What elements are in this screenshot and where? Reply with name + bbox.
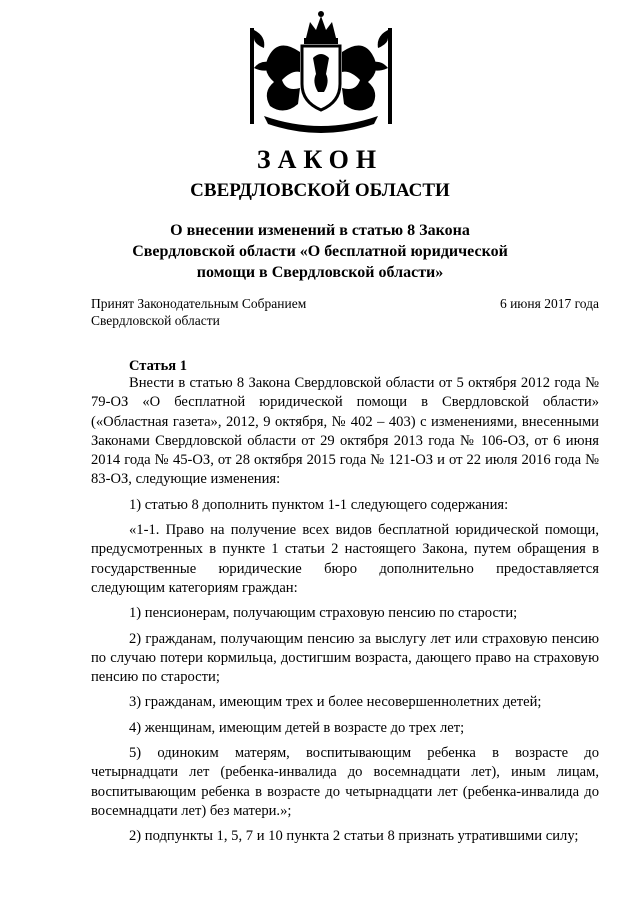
article-paragraph: 4) женщинам, имеющим детей в возрасте до трех лет; xyxy=(129,719,465,736)
article-paragraph: Внести в статью 8 Закона Свердловской области от 5 октября 2012 года № 79-ОЗ «О бесплатной юридической помощи в Свердловской области» («Областная газета», 2012, 9 октября, № 402 – 403) с изменениями, внесенными Законами Свердловской области от 29 октября 2013 года № 106-ОЗ, от 6 июня 2014 года № 45-ОЗ, от 28 октября 2015 года № 121-ОЗ и от 22 июля 2016 года № 83-ОЗ, следующие изменения: xyxy=(91,375,599,488)
document-region: СВЕРДЛОВСКОЙ ОБЛАСТИ xyxy=(190,180,450,201)
document-title: ЗАКОН xyxy=(256,145,384,174)
article-paragraph: 2) гражданам, получающим пенсию за выслугу лет или страховую пенсию по случаю потери кормильца, достигшим возраста, дающего право на страховую пенсию по старости; xyxy=(91,630,599,686)
coat-of-arms-icon xyxy=(240,8,402,136)
adoption-date: 6 июня 2017 года xyxy=(499,296,599,311)
subject-line: Свердловской области «О бесплатной юридической xyxy=(132,243,508,260)
subject-line: О внесении изменений в статью 8 Закона xyxy=(170,222,470,239)
article-body xyxy=(91,374,599,853)
subject-line: помощи в Свердловской области» xyxy=(196,264,444,281)
article-paragraph: «1-1. Право на получение всех видов бесплатной юридической помощи, предусмотренных в пункте 1 статьи 2 настоящего Закона, путем обращения в государственные юридические бюро дополнительно предоставляется следующим категориям граждан: xyxy=(91,522,599,596)
article-paragraph: 3) гражданам, имеющим трех и более несовершеннолетних детей; xyxy=(129,694,542,711)
adoption-body xyxy=(91,295,306,329)
law-subject xyxy=(100,220,540,283)
adoption-line: Свердловской области xyxy=(91,313,220,328)
article-paragraph: 1) статью 8 дополнить пунктом 1-1 следующего содержания: xyxy=(129,496,509,513)
article-paragraph: 5) одиноким матерям, воспитывающим ребенка в возрасте до четырнадцати лет (ребенка-инвалида до восемнадцати лет), иным лицам, воспитывающим ребенка в возрасте до четырнадцати лет (ребенка-инвалида до восемнадцати лет) без матери.»; xyxy=(91,745,599,819)
article-paragraph: 2) подпункты 1, 5, 7 и 10 пункта 2 статьи 8 признать утратившими силу; xyxy=(129,828,579,845)
adoption-line: Принят Законодательным Собранием xyxy=(91,296,307,311)
article-paragraph: 1) пенсионерам, получающим страховую пенсию по старости; xyxy=(129,605,518,622)
article-heading: Статья 1 xyxy=(129,358,187,374)
